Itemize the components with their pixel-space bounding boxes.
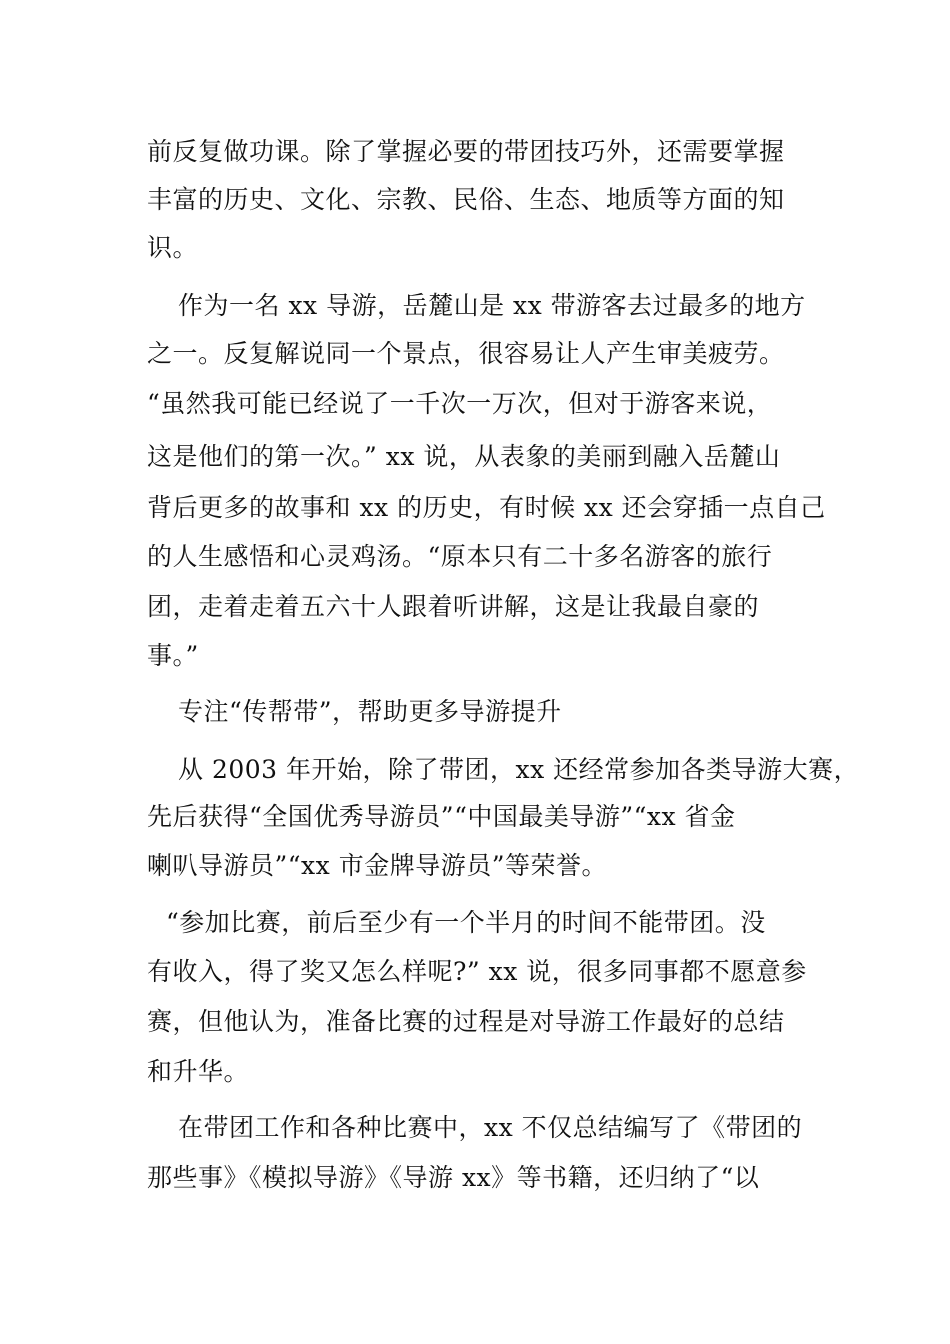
body-text-line: 赛，但他认为，准备比赛的过程是对导游工作最好的总结 xyxy=(147,1007,785,1036)
body-text-line: 的人生感悟和心灵鸡汤。“原本只有二十多名游客的旅行 xyxy=(147,542,773,571)
body-text-line: 团，走着走着五六十人跟着听讲解，这是让我最自豪的 xyxy=(147,592,760,621)
body-text-line: 喇叭导游员”“xx 市金牌导游员”等荣誉。 xyxy=(147,851,607,880)
body-text-line: 和升华。 xyxy=(147,1057,250,1086)
body-text-line: 识。 xyxy=(147,233,199,262)
body-text-line: 在带团工作和各种比赛中，xx 不仅总结编写了《带团的 xyxy=(178,1113,803,1142)
body-text-line: 作为一名 xx 导游，岳麓山是 xx 带游客去过最多的地方 xyxy=(178,291,806,320)
body-text-line: 那些事》《模拟导游》《导游 xx》等书籍，还归纳了“以 xyxy=(147,1163,760,1192)
body-text-line: 从 2003 年开始，除了带团，xx 还经常参加各类导游大赛， xyxy=(178,755,860,784)
body-text-line: 有收入，得了奖又怎么样呢?” xx 说，很多同事都不愿意参 xyxy=(147,957,807,986)
section-heading: 专注“传帮带”，帮助更多导游提升 xyxy=(178,697,562,726)
body-text-line: “虽然我可能已经说了一千次一万次，但对于游客来说， xyxy=(147,389,773,418)
body-text-line: 事。” xyxy=(147,641,199,670)
body-text-line: “参加比赛，前后至少有一个半月的时间不能带团。没 xyxy=(166,908,766,937)
body-text-line: 先后获得“全国优秀导游员”“中国最美导游”“xx 省金 xyxy=(147,802,736,831)
body-text-line: 丰富的历史、文化、宗教、民俗、生态、地质等方面的知 xyxy=(147,185,785,214)
body-text-line: 之一。反复解说同一个景点，很容易让人产生审美疲劳。 xyxy=(147,339,785,368)
body-text-line: 这是他们的第一次。” xx 说，从表象的美丽到融入岳麓山 xyxy=(147,442,781,471)
body-text-line: 前反复做功课。除了掌握必要的带团技巧外，还需要掌握 xyxy=(147,137,785,166)
body-text-line: 背后更多的故事和 xx 的历史，有时候 xx 还会穿插一点自己 xyxy=(147,493,826,522)
